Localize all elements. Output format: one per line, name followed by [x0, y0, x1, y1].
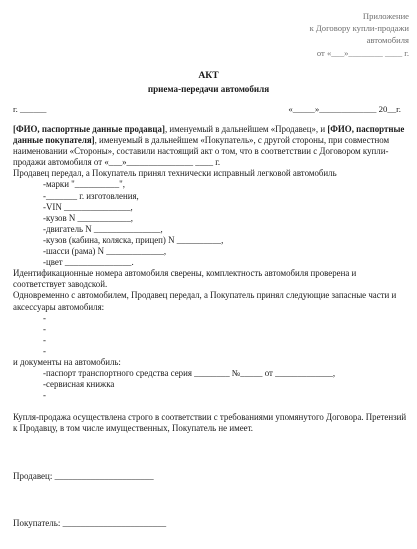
car-field-year: -_______ г. изготовления, [43, 190, 139, 201]
document-body [13, 124, 409, 435]
document-item-service-book: -сервисная книжка [43, 379, 115, 390]
verification-paragraph: Идентификационные номера автомобиля сверены, комплектность автомобиля проверена и соответствует заводской. [13, 268, 357, 290]
car-field-chassis: -шасси (рама) N _____________, [43, 246, 167, 257]
car-field-engine: -двигатель N _______________, [43, 223, 163, 234]
spare-part-item: - [43, 312, 46, 323]
appendix-line-3: автомобиля [366, 35, 409, 46]
appendix-header [310, 10, 409, 59]
parties-text-1: , именуемый в дальнейшем «Продавец», и [164, 124, 328, 134]
seller-placeholder: [ФИО, паспортные данные продавца] [13, 124, 165, 134]
car-field-color: -цвет _______________. [43, 257, 134, 268]
document-item-blank: - [43, 390, 46, 401]
spare-part-item: - [43, 323, 46, 334]
car-field-cabin: -кузов (кабина, коляска, прицеп) N __________, [43, 234, 224, 245]
document-item-passport: -паспорт транспортного средства серия ________ №_____ от _____________, [43, 368, 336, 379]
document-subtitle: приема-передачи автомобиля [147, 84, 270, 94]
seller-signature-line: Продавец: ______________________ [13, 471, 154, 481]
document-title: АКТ [198, 70, 219, 81]
closing-paragraph: Купля-продажа осуществлена строго в соответствии с требованиями упомянутого Договора. Претензий к Продавцу, в том числе имущественных, Покупатель не имеет. [13, 412, 407, 434]
car-field-body: -кузов N ____________, [43, 212, 133, 223]
car-field-make: -марки "__________", [43, 179, 126, 190]
spare-part-item: - [43, 345, 46, 356]
car-field-vin: -VIN _______________, [43, 201, 133, 212]
appendix-line-1: Приложение [362, 11, 409, 21]
place-field: г. ______ [13, 104, 47, 114]
place-date-row [13, 104, 401, 114]
buyer-placeholder: [ФИО, паспортные данные покупателя] [13, 124, 405, 146]
date-field: «_____»_____________ 20__г. [288, 104, 401, 114]
buyer-signature-line: Покупатель: _______________________ [13, 518, 167, 528]
appendix-line-2: к Договору купли-продажи [309, 23, 409, 34]
documents-intro: и документы на автомобиль: [13, 356, 121, 367]
appendix-line-4: от «___»________ ____ г. [316, 47, 409, 58]
parties-text-2: , именуемый в дальнейшем «Покупатель», с другой стороны, при совместном наименовании «Стороны», составили настоящий акт о том, что в соответствии с Договором купли-продажи автомобиля от «___»_______________ ____ г. [13, 135, 390, 168]
parties-paragraph [13, 124, 409, 168]
spare-part-item: - [43, 334, 46, 345]
spare-parts-intro: Одновременно с автомобилем, Продавец передал, а Покупатель принял следующие запасные части и аксессуары автомобиля: [13, 290, 397, 312]
transfer-line: Продавец передал, а Покупатель принял технически исправный легковой автомобиль [13, 168, 337, 179]
